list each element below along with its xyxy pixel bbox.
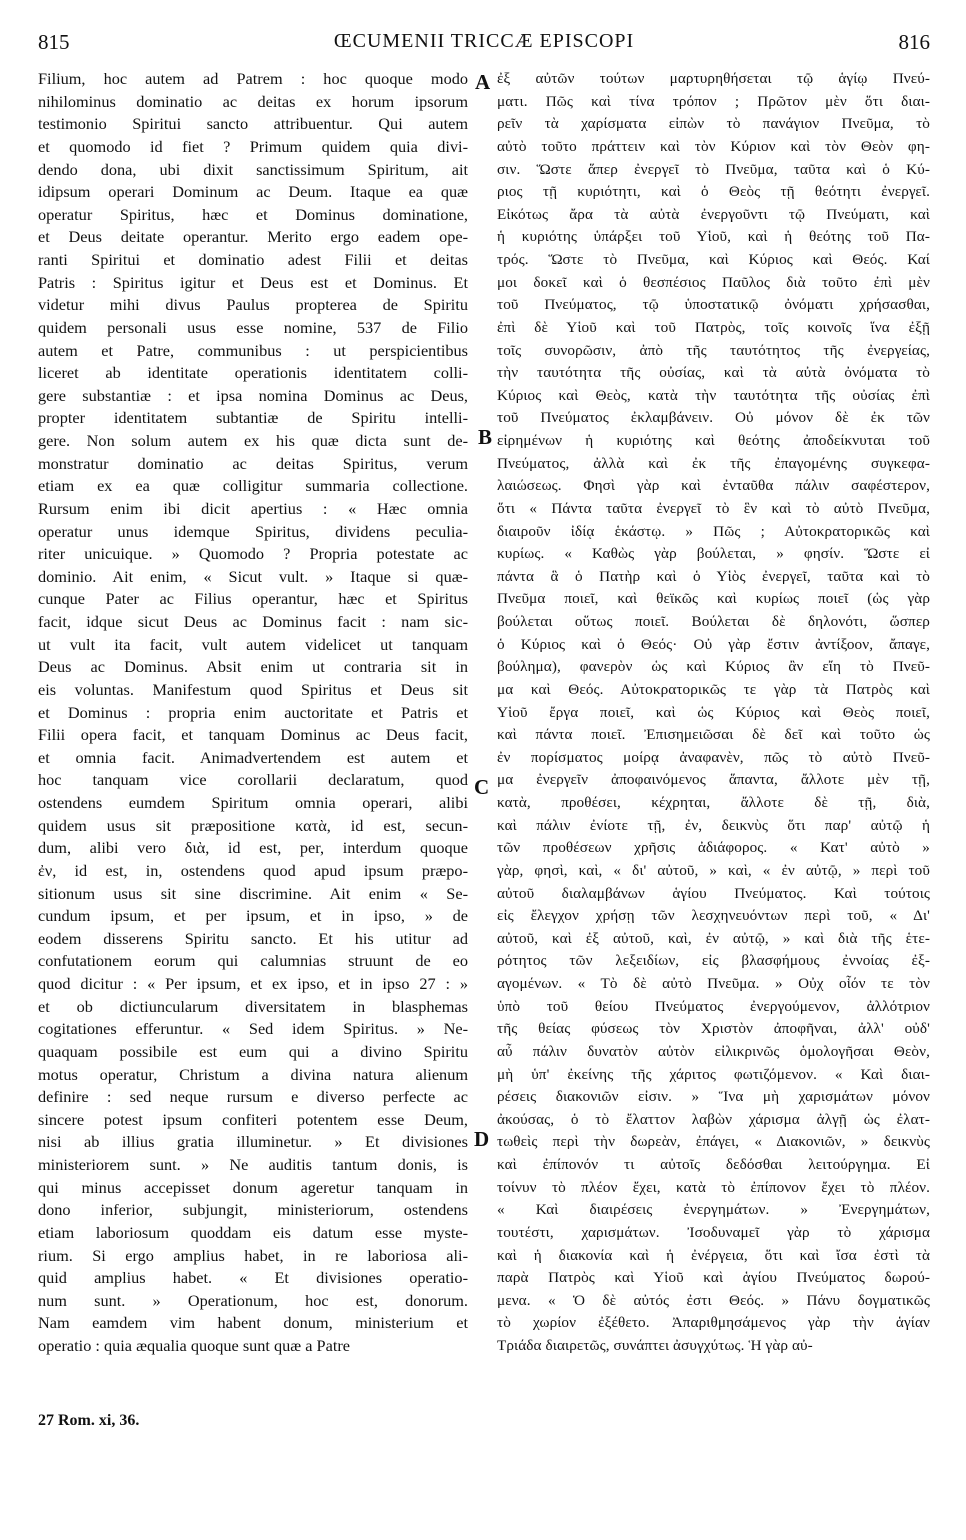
text-line: etiam laboriosum quoddam eis datum esse myste-	[38, 1222, 468, 1242]
text-line: τῶν προθέσεων χρῆσις ἀδιάφορος. « Κατ' αὐτὸ »	[497, 839, 930, 857]
page-number-right: 816	[898, 30, 930, 54]
text-line: μα ἐνεργεῖν ἀποφαινόμενος ἅπαντα, ἄλλοτε μὲν τῇ,	[497, 771, 930, 789]
text-line: confutationem eorum qui calumnias struunt de eo	[38, 951, 468, 971]
text-line: καὶ ἐπίπονόν τι αὐτοῖς δεδόσθαι λειτούργημα. Εἰ	[497, 1156, 930, 1173]
text-line: operatur unus idemque Spiritus, dividens peculia-	[38, 521, 468, 541]
text-line: βούλεται οὕτως ποιεῖ. Βούλεται δὲ δηλονότι, ὥσπερ	[497, 613, 930, 630]
text-line: sitionum usus sit sine discrimine. Ait enim « Se-	[38, 883, 468, 903]
text-line: βούλημα), φανερὸν ὡς καὶ Κύριος ἂν εἴη τὸ Πνεῦ-	[497, 658, 930, 676]
text-line: num sunt. » Operationum, hoc est, donorum.	[38, 1290, 468, 1310]
text-line: Rursum enim ibi dicit apertius : « Hæc omnia	[38, 498, 468, 518]
text-line: εἰς ἔλεγχον χρήσῃ τῶν λεσχηνευόντων περὶ τοῦ, « Δι'	[497, 907, 930, 925]
text-line: idipsum operari Dominum ac Deum. Itaque ea quæ	[38, 182, 468, 202]
text-line: Filium, hoc autem ad Patrem : hoc quoque modo	[38, 69, 468, 88]
text-line: ostendens eumdem Spiritum omnia operari, alibi	[38, 793, 468, 812]
text-line: cunque Pater ac Filius operantur, hæc et Spiritus	[38, 589, 468, 609]
text-line: τοῦ Πνεύματος, τῷ ὑποστατικῷ ὀνόματι χρήσασθαι,	[497, 296, 930, 314]
text-line: propter identitatem subtantiæ de Spiritu intelli-	[38, 408, 468, 428]
text-line: motus operatur, Christum a divina natura alienum	[38, 1064, 468, 1084]
text-line: σιν. Ὥστε ἅπερ ἐνεργεῖ τὸ Πνεῦμα, ταῦτα καὶ ὁ Κύ-	[497, 160, 930, 178]
text-line: cogitationes efferuntur. « Sed idem Spiritus. » Ne-	[38, 1019, 468, 1039]
text-line: videtur mihi divus Paulus propterea de Spiritu	[38, 295, 468, 315]
text-line: et ob dictiuncularum diversitatem in blasphemas	[38, 996, 468, 1016]
text-line: qui minus accepisset donum ageretur tanquam in	[38, 1177, 468, 1197]
text-line: et omnia facit. Animadvertendem est autem et	[38, 747, 468, 767]
text-line: αὖ πάλιν δυνατὸν αὐτὸν εἰλικρινῶς ὁμολογῆσαι Θεὸν,	[497, 1042, 930, 1060]
text-line: Deus ac Dominus. Absit enim ut contraria sit in	[38, 657, 468, 677]
text-line: dono inferior, subjungit, ministeriorum, ostendens	[38, 1200, 468, 1220]
text-line: τρός. Ὥστε τὸ Πνεῦμα, καὶ Κύριος καὶ Θεός. Καί	[497, 251, 930, 268]
text-line: et Deus deitate operantur. Merito ergo eadem ope-	[38, 227, 468, 247]
text-line: Υἱοῦ ἔργα ποιεῖ, καὶ ὡς Κύριος καὶ Θεὸς ποιεῖ,	[497, 703, 930, 721]
text-line: quidem personali usus esse nomine, 537 de Filio	[38, 317, 468, 337]
text-line: ματι. Πῶς καὶ τίνα τρόπον ; Πρῶτον μὲν ὅτι διαι-	[497, 92, 930, 110]
text-line: nihilominus dominatio ac deitas ex horum ipsorum	[38, 91, 468, 111]
text-line: τοῖς συνορῶσιν, ἀπὸ τῆς ταυτότητος τῆς ἐνεργείας,	[497, 341, 930, 359]
text-line: ριος τῇ κυριότητι, καὶ ὁ Θεὸς τῇ θεότητι ἐνεργεῖ.	[497, 183, 930, 201]
greek-column	[497, 68, 930, 1358]
text-line: μα καὶ Θεός. Αὐτοκρατορικῶς τε γὰρ τὰ Πατρὸς καὶ	[497, 680, 930, 698]
text-line: gere substantiæ : et ipsa nomina Dominus ac Deus,	[38, 385, 468, 405]
text-line: κατὰ, προθέσει, κέχρηται, ἄλλοτε δὲ τῇ, διὰ,	[497, 794, 930, 811]
text-line: quid amplius habet. « Et divisiones operatio-	[38, 1268, 468, 1288]
text-line: et quomodo id fiet ? Primum quidem quia divi-	[38, 136, 468, 156]
text-line: quod dicitur : « Per ipsum, et ex ipso, et in ipso 27 : »	[38, 974, 468, 993]
text-line: Τριάδα διαιρετῶς, συνάπτει ἀσυγχύτως. Ἡ γὰρ αὐ-	[497, 1337, 813, 1354]
text-line: Filii opera facit, et tanquam Dominus ac Deus facit,	[38, 725, 468, 745]
text-line: operatur Spiritus, hæc et Dominus dominatione,	[38, 204, 468, 224]
section-marker-a: A	[475, 70, 491, 94]
text-line: τὸ χωρίον ἐξέθετο. Ἀπαριθμησάμενος γὰρ τὴν ἁγίαν	[497, 1314, 930, 1332]
text-line: facit, idque sicut Deus ac Dominus facit : nam sic-	[38, 612, 468, 631]
section-marker-d: D	[474, 1127, 490, 1151]
text-line: dum, alibi vero διὰ, id est, per, interdum quoque	[38, 838, 468, 858]
text-line: αὐτὸ τοῦτο πράττειν καὶ τὸν Κύριον καὶ τὸν Θεὸν φη-	[497, 137, 930, 155]
text-line: ρεῖν τὰ χαρίσματα εἰπὼν τὸ πανάγιον Πνεῦμα, τὸ	[497, 115, 930, 133]
text-line: τοίνυν τὸ πλέον ἔχει, κατὰ τὸ ἐπίπονον ἔχει τὸ πλέον.	[497, 1178, 930, 1196]
text-line: etiam ex ea quæ colligitur summaria collectione.	[38, 476, 468, 496]
text-line: eis voluntas. Manifestum quod Spiritus et Deus sit	[38, 679, 468, 699]
section-marker-c: C	[474, 775, 490, 799]
text-line: καὶ πάντα ποιεῖ. Ἐπισημειῶσαι δὲ δεῖ καὶ τοῦτο ὡς	[497, 726, 930, 744]
text-line: gere. Non solum autem ex his quæ dicta sunt de-	[38, 431, 468, 450]
text-line: rium. Si ergo amplius habet, in re laboriosa ali-	[38, 1245, 468, 1265]
text-line: τῆς θείας φύσεως τὸν Χριστὸν ἀποφῆναι, ἀλλ' οὐδ'	[497, 1020, 930, 1038]
text-line: τουτέστι, χαρισμάτων. Ἰσοδυναμεῖ γὰρ τὸ χάρισμα	[497, 1223, 930, 1241]
text-line: τωθεὶς περὶ τὴν δωρεὰν, ἐπάγει, « Διακονιῶν, » δεικνὺς	[497, 1133, 930, 1151]
text-line: sincere potest ipsum confiteri potentem esse Deum,	[38, 1109, 468, 1129]
text-line: hoc tanquam vice corollarii declaratum, quod	[38, 770, 468, 790]
text-line: ἡ κυριότης ὑπάρξει τοῦ Υἱοῦ, καὶ ἡ θεότης τοῦ Πα-	[497, 228, 930, 246]
text-line: καὶ πάλιν ἐνίοτε τῇ, ἐν, δεικνὺς ὅτι παρ' αὐτῷ ἡ	[497, 816, 930, 834]
text-line: ρέσεις διακονιῶν εἰσιν. » Ἵνα μὴ χαρισμάτων μόνον	[497, 1088, 930, 1106]
text-line: ἀκούσας, ὁ τὸ ἔλαττον λαβὼν χάρισμα ἀλγῇ ὡς ἐλατ-	[497, 1110, 930, 1128]
text-line: ranti Spiritui et dominatio adest Filii et deitas	[38, 250, 468, 269]
text-line: ὑπὸ τοῦ θείου Πνεύματος ἐνεργούμενον, ἀλλότριον	[497, 997, 930, 1015]
running-title: ŒCUMENII TRICCÆ EPISCOPI	[333, 30, 635, 52]
text-line: αὐτοῦ διαλαμβάνων ἁγίου Πνεύματος. Καὶ τούτοις	[497, 884, 930, 902]
text-line: quaquam possibile est eum qui a divino Spiritu	[38, 1041, 468, 1061]
footnote: 27 Rom. xi, 36.	[38, 1412, 140, 1429]
text-line: liceret ab identitate operationis identitatem colli-	[38, 363, 468, 383]
text-line: μενα. « Ὁ δὲ αὐτός ἐστι Θεός. » Πάνυ δογματικῶς	[497, 1291, 930, 1309]
text-line: monstratur dominatio ac deitas Spiritus, verum	[38, 453, 468, 473]
text-line: καὶ ἡ διακονία καὶ ἡ ἐνέργεια, ὅτι καὶ ἴσα ἐστὶ τὰ	[497, 1246, 930, 1264]
text-line: εἰρημένων ἡ κυριότης καὶ θεότης ἀποδείκνυται τοῦ	[497, 432, 930, 449]
text-line: et Dominus : propria enim auctoritate et Patris et	[38, 702, 468, 722]
text-line: eodem disserens Spiritu sancto. Et his utitur ad	[38, 928, 468, 948]
text-line: μοι δοκεῖ καὶ ὁ θεσπέσιος Παῦλος διὰ τοῦτο ἐπὶ μὲν	[497, 273, 930, 291]
text-line: ἐξ αὐτῶν τούτων μαρτυρηθήσεται τῷ ἁγίῳ Πνεύ-	[497, 70, 930, 87]
text-line: γὰρ, φησὶ, καὶ, « δι' αὐτοῦ, » καὶ, « ἐν αὐτῷ, » περὶ τοῦ	[497, 861, 930, 879]
text-line: διαιροῦν ἰδίᾳ ἑκάστῳ. » Πῶς ; Αὐτοκρατορικῶς καὶ	[497, 522, 930, 540]
text-line: Εἰκότως ἄρα τὰ αὐτὰ ἐνεργοῦντι τῷ Πνεύματι, καὶ	[497, 205, 930, 223]
text-line: παρὰ Πατρὸς καὶ Υἱοῦ καὶ ἁγίου Πνεύματος δωρού-	[497, 1269, 930, 1287]
text-line: ut vult ita facit, vult autem videlicet ut tanquam	[38, 634, 468, 654]
text-line: ἐν, id est, in, ostendens quod apud ipsum præpo-	[38, 860, 468, 880]
page-header	[38, 30, 930, 62]
text-line: ὅτι « Πάντα ταῦτα ἐνεργεῖ τὸ ἓν καὶ τὸ αὐτὸ Πνεῦμα,	[497, 499, 930, 517]
text-line: Patris : Spiritus igitur et Deus est et Dominus. Et	[38, 272, 468, 292]
text-line: ἐπὶ δὲ Υἱοῦ καὶ τοῦ Πατρὸς, τοῖς κοινοῖς ἵνα ἐξῇ	[497, 318, 930, 336]
text-line: nisi ab illius gratia illuminetur. » Et divisiones	[38, 1132, 468, 1152]
text-line: ὁ Κύριος καὶ ὁ Θεός· Οὐ γὰρ ἔστιν ἀντίξοον, ἄπαγε,	[497, 635, 930, 653]
page-number-left: 815	[38, 30, 70, 54]
text-line: Nam eamdem vim habent donum, ministerium et	[38, 1313, 468, 1333]
text-line: πάντα ἃ ὁ Πατὴρ καὶ ὁ Υἱὸς ἐνεργεῖ, ταῦτα καὶ τὸ	[497, 567, 930, 585]
text-line: dominio. Ait enim, « Sicut vult. » Itaque si quæ-	[38, 566, 468, 586]
text-line: κυρίως. « Καθὼς γὰρ βούλεται, » φησίν. Ὥστε εἰ	[497, 545, 930, 563]
text-line: ἐν πορίσματος μοίρᾳ ἀναφανὲν, πῶς τὸ αὐτὸ Πνεῦ-	[497, 748, 930, 766]
text-line: Κύριος καὶ Θεὸς, κατὰ τὴν ταυτότητα τῆς οὐσίας ἐπὶ	[497, 386, 930, 404]
text-line: λαιώσεως. Φησὶ γὰρ καὶ ἐνταῦθα πάλιν σαφέστερον,	[497, 477, 930, 495]
text-line: τοῦ Πνεύματος ἐκλαμβάνειν. Οὐ μόνον δὲ ἐκ τῶν	[497, 409, 930, 427]
text-line: cundum ipsum, et per ipsum, et in ipso, » de	[38, 906, 468, 926]
text-line: dendo dona, ubi dixit sanctissimum Spiritum, ait	[38, 159, 468, 179]
text-line: αὐτοῦ, καὶ ἐξ αὐτοῦ, καὶ, ἐν αὐτῷ, » καὶ διὰ τῆς ἑτε-	[497, 929, 930, 947]
text-line: quidem usus sit præpositione κατὰ, id est, secun-	[38, 815, 468, 835]
text-line: μὴ ὑπ' ἐκείνης τῆς χάριτος φωτιζόμενον. « Καὶ διαι-	[497, 1065, 930, 1083]
text-line: Πνεῦμα ποιεῖ, καὶ θεϊκῶς καὶ κυρίως ποιεῖ (ὡς γὰρ	[497, 590, 930, 608]
latin-column	[38, 68, 468, 1358]
text-line: operatio : quia æqualia quoque sunt quæ a Patre	[38, 1336, 350, 1355]
text-line: ρότητος τῶν λεξειδίων, εἰς βλασφήμους ἐννοίας ἐξ-	[497, 952, 930, 970]
section-marker-b: B	[478, 425, 493, 449]
text-line: « Καὶ διαιρέσεις ἐνεργημάτων. » Ἐνεργημάτων,	[497, 1201, 930, 1219]
text-line: definire : sed neque rursum e diverso perfecte ac	[38, 1087, 468, 1107]
text-line: riter unicuique. » Quomodo ? Propria potestate ac	[38, 544, 468, 564]
text-line: ministeriorem sunt. » Ne auditis tantum donis, is	[38, 1155, 468, 1174]
text-line: Πνεύματος, ἀλλὰ καὶ ἐκ τῆς ἐπαγομένης συγκεφα-	[497, 454, 930, 472]
text-line: autem et Patre, communibus : ut perspicientibus	[38, 340, 468, 360]
text-line: testimonio Spiritui sancto attribuentur. Qui autem	[38, 114, 468, 134]
text-line: αγομένων. « Τὸ δὲ αὐτὸ Πνεῦμα. » Οὐχ οἷόν τε τὸν	[497, 975, 930, 992]
text-line: τὴν ταυτότητα τῆς οὐσίας, καὶ τὰ αὐτὰ ὀνόματα τὸ	[497, 364, 930, 382]
